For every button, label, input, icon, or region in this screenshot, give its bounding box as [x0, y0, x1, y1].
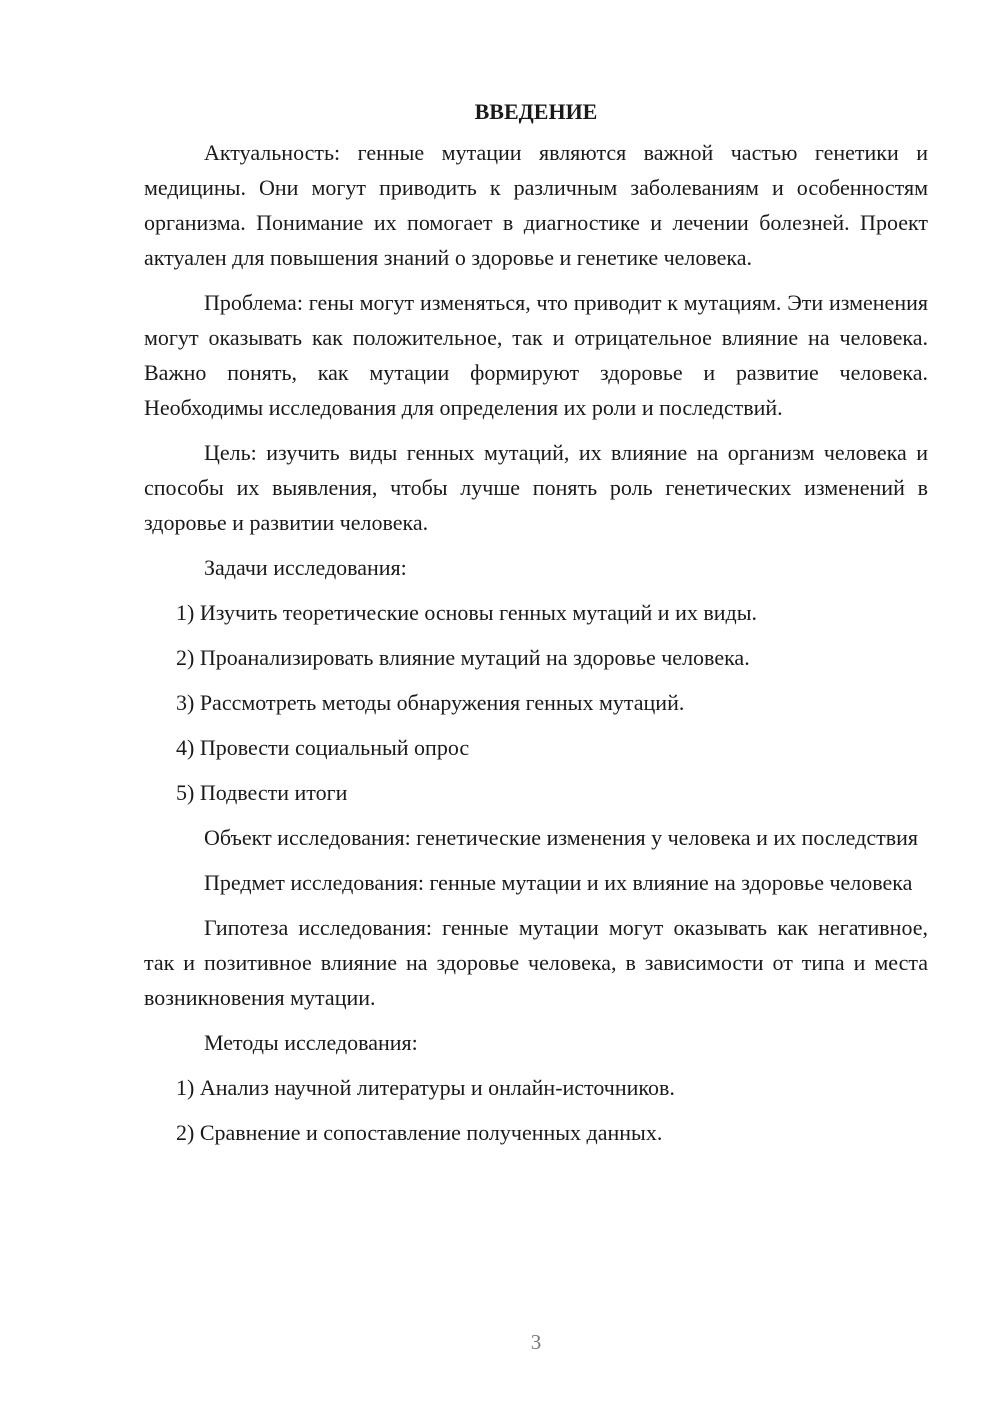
relevance-paragraph: Актуальность: генные мутации являются важной частью генетики и медицины. Они могут приводить к различным заболеваниям и особенностям организма. Понимание их помогает в диагностике и лечении болезней. Проект актуален для повышения знаний о здоровье и генетике человека.: [144, 140, 928, 270]
tasks-list: [144, 595, 928, 810]
methods-list: [144, 1070, 928, 1150]
list-item: 1) Изучить теоретические основы генных мутаций и их виды.: [176, 600, 757, 625]
list-item: 3) Рассмотреть методы обнаружения генных мутаций.: [176, 690, 685, 715]
list-item: 1) Анализ научной литературы и онлайн-источников.: [176, 1075, 675, 1100]
page-title: ВВЕДЕНИЕ: [474, 99, 598, 124]
list-item: 4) Провести социальный опрос: [176, 735, 470, 760]
problem-paragraph: Проблема: гены могут изменяться, что приводит к мутациям. Эти изменения могут оказывать как положительное, так и отрицательное влияние на человека. Важно понять, как мутации формируют здоровье и развитие человека. Необходимы исследования для определения их роли и последствий.: [144, 290, 928, 420]
list-item: 2) Проанализировать влияние мутаций на здоровье человека.: [176, 645, 750, 670]
list-item: 2) Сравнение и сопоставление полученных данных.: [176, 1120, 663, 1145]
list-item: 5) Подвести итоги: [176, 780, 348, 805]
page-number: 3: [530, 1330, 542, 1354]
tasks-heading: Задачи исследования:: [204, 555, 407, 580]
subject-paragraph: Предмет исследования: генные мутации и их влияние на здоровье человека: [204, 870, 913, 895]
methods-heading: Методы исследования:: [204, 1030, 418, 1055]
goal-paragraph: Цель: изучить виды генных мутаций, их влияние на организм человека и способы их выявления, чтобы лучше понять роль генетических изменений в здоровье и развитии человека.: [144, 440, 928, 535]
page-content: [144, 94, 928, 1160]
hypothesis-paragraph: Гипотеза исследования: генные мутации могут оказывать как негативное, так и позитивное влияние на здоровье человека, в зависимости от типа и места возникновения мутации.: [144, 915, 928, 1010]
object-paragraph: Объект исследования: генетические изменения у человека и их последствия: [204, 825, 919, 850]
